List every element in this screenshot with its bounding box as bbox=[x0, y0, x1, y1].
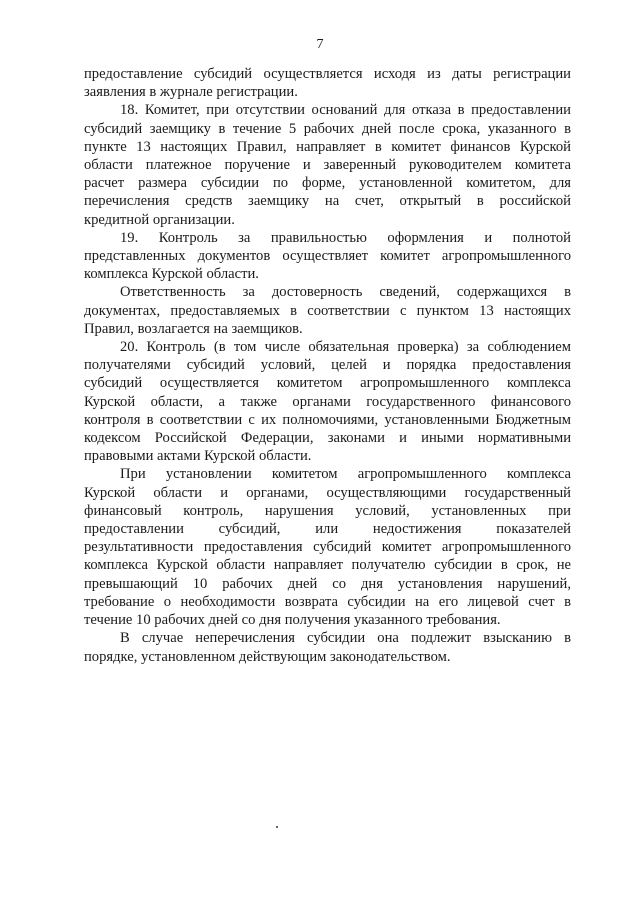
paragraph-item-20 bbox=[84, 338, 571, 465]
paragraph-responsibility bbox=[84, 283, 571, 338]
scan-speck bbox=[276, 826, 278, 828]
paragraph-item-18 bbox=[84, 101, 571, 228]
text-line: заявления в журнале регистрации. bbox=[84, 84, 298, 101]
document-body bbox=[84, 65, 571, 666]
text-line: комплекса Курской области. bbox=[84, 266, 259, 283]
text-line: 20. Контроль (в том числе обязательная проверка) за соблюдением bbox=[120, 339, 571, 356]
text-line: представленных документов осуществляет комитет агропромышленного bbox=[84, 248, 571, 265]
text-line: порядке, установленном действующим законодательством. bbox=[84, 648, 451, 665]
text-line: 18. Комитет, при отсутствии оснований для отказа в предоставлении bbox=[120, 102, 571, 119]
text-line: расчет размера субсидии по форме, установленной комитетом, для bbox=[84, 175, 571, 192]
text-line: субсидий осуществляется комитетом агропромышленного комплекса bbox=[84, 375, 571, 392]
text-line: финансовый контроль, нарушения условий, установленных при bbox=[84, 502, 571, 519]
text-line: Ответственность за достоверность сведений, содержащихся в bbox=[120, 284, 571, 301]
text-line: Курской области и органами, осуществляющими государственный bbox=[84, 484, 571, 501]
text-line: области платежное поручение и заверенный руководителем комитета bbox=[84, 157, 571, 174]
text-line: При установлении комитетом агропромышленного комплекса bbox=[120, 466, 571, 483]
text-line: субсидий заемщику в течение 5 рабочих дней после срока, указанного в bbox=[84, 120, 571, 137]
text-line: предоставлении субсидий, или недостижения показателей bbox=[84, 521, 571, 538]
text-line: превышающий 10 рабочих дней со дня установления нарушений, bbox=[84, 575, 571, 592]
text-line: правовыми актами Курской области. bbox=[84, 448, 312, 465]
text-line: результативности предоставления субсидий комитет агропромышленного bbox=[84, 539, 571, 556]
text-line: пункте 13 настоящих Правил, направляет в комитет финансов Курской bbox=[84, 138, 571, 155]
paragraph-violations bbox=[84, 465, 571, 629]
text-line: кодексом Российской Федерации, законами и иными нормативными bbox=[84, 430, 571, 447]
text-line: перечисления средств заемщику на счет, открытый в российской bbox=[84, 193, 571, 210]
text-line: комплекса Курской области направляет получателю субсидии в срок, не bbox=[84, 557, 571, 574]
paragraph-item-19 bbox=[84, 229, 571, 284]
page-number: 7 bbox=[316, 37, 324, 52]
text-line: В случае неперечисления субсидии она подлежит взысканию в bbox=[120, 630, 571, 647]
paragraph-recovery bbox=[84, 629, 571, 665]
text-line: получателями субсидий условий, целей и порядка предоставления bbox=[84, 357, 571, 374]
text-line: документах, предоставляемых в соответствии с пунктом 13 настоящих bbox=[84, 302, 571, 319]
text-line: 19. Контроль за правильностью оформления и полнотой bbox=[120, 229, 571, 246]
text-line: предоставление субсидий осуществляется исходя из даты регистрации bbox=[84, 66, 571, 82]
text-line: Правил, возлагается на заемщиков. bbox=[84, 320, 303, 337]
text-line: кредитной организации. bbox=[84, 211, 235, 228]
paragraph-registration-date bbox=[84, 65, 571, 101]
text-line: требование о необходимости возврата субсидии на его лицевой счет в bbox=[84, 593, 571, 610]
text-line: контроля в соответствии с их полномочиями, установленными Бюджетным bbox=[84, 411, 571, 428]
text-line: Курской области, а также органами государственного финансового bbox=[84, 393, 571, 410]
text-line: течение 10 рабочих дней со дня получения указанного требования. bbox=[84, 612, 501, 629]
